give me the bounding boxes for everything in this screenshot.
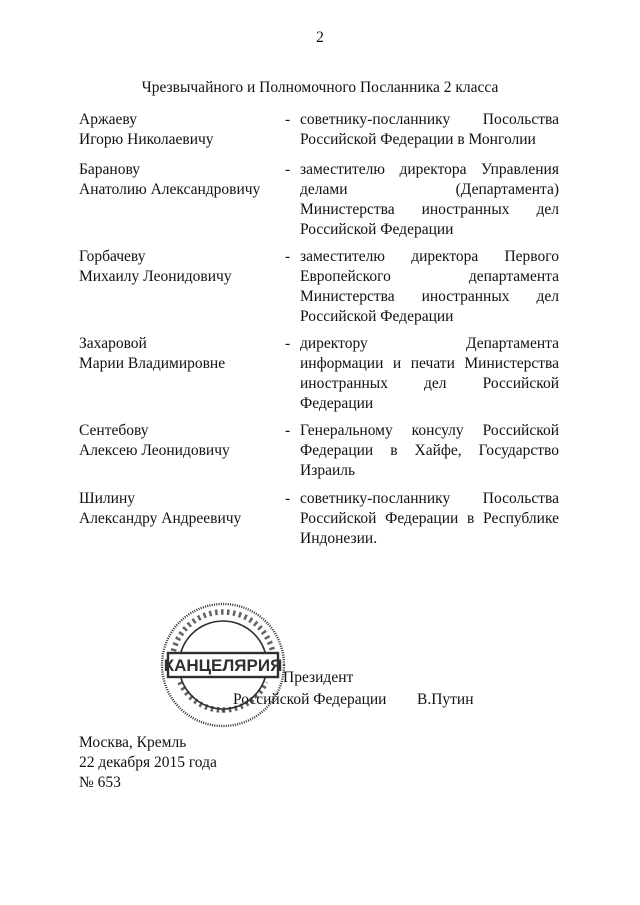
appointee-name	[79, 247, 232, 287]
position-line: советнику-посланнику Посольства	[300, 490, 559, 507]
position-line: Федерации в Хайфе, Государство	[300, 442, 559, 459]
dash: -	[285, 111, 291, 128]
position-line: директору Департамента	[300, 335, 559, 352]
position-text	[300, 160, 559, 240]
position-line: заместителю директора Первого	[300, 248, 559, 265]
surname: Захаровой	[79, 335, 147, 352]
dash: -	[285, 161, 291, 178]
position-text	[300, 489, 559, 549]
dash: -	[285, 335, 291, 352]
appointee-name	[79, 489, 241, 529]
given-names: Марии Владимировне	[79, 355, 226, 372]
rank-title: Чрезвычайного и Полномочного Посланника 2 класса	[141, 79, 499, 96]
position-line: Генеральному консулу Российской	[300, 422, 559, 439]
position-line: иностранных дел Российской	[300, 375, 559, 392]
appointee-name	[79, 160, 260, 200]
position-line: Российской Федерации в Республике	[300, 510, 559, 527]
appointee-name	[79, 421, 230, 461]
surname: Сентебову	[79, 422, 149, 439]
position-line: Российской Федерации в Монголии	[300, 131, 536, 148]
given-names: Алексею Леонидовичу	[79, 442, 230, 459]
position-line: Индонезии.	[300, 530, 378, 547]
document-number: № 653	[79, 774, 121, 791]
surname: Баранову	[79, 161, 140, 178]
signature-title: Президент	[283, 669, 354, 686]
surname: Шилину	[79, 490, 136, 507]
surname: Аржаеву	[79, 111, 137, 128]
dash: -	[285, 248, 291, 265]
page-number: 2	[316, 29, 324, 46]
position-text	[300, 421, 559, 481]
appointment-entry	[79, 489, 561, 569]
document-footer	[79, 733, 217, 793]
seal-center-text: КАНЦЕЛЯРИЯ	[163, 656, 283, 675]
given-names: Михаилу Леонидовичу	[79, 268, 232, 285]
appointment-entry	[79, 334, 561, 414]
signature-organization: Российской Федерации	[233, 691, 387, 708]
date: 22 декабря 2015 года	[79, 754, 217, 771]
position-line: Министерства иностранных дел	[300, 201, 559, 218]
position-line: Российской Федерации	[300, 221, 454, 238]
position-line: информации и печати Министерства	[300, 355, 559, 372]
position-line: Израиль	[300, 462, 356, 479]
position-line: заместителю директора Управления	[300, 161, 559, 178]
position-line: Министерства иностранных дел	[300, 288, 559, 305]
given-names: Анатолию Александровичу	[79, 181, 261, 198]
appointee-name	[79, 110, 214, 150]
dash: -	[285, 490, 291, 507]
position-line: Российской Федерации	[300, 308, 454, 325]
position-line: Федерации	[300, 395, 374, 412]
position-text	[300, 110, 559, 150]
seal-star-icon: *	[221, 708, 225, 719]
chancellery-seal	[158, 600, 288, 730]
appointee-name	[79, 334, 225, 374]
position-line: Европейского департамента	[300, 268, 559, 285]
position-text	[300, 334, 559, 414]
surname: Горбачеву	[79, 248, 146, 265]
given-names: Игорю Николаевичу	[79, 131, 214, 148]
given-names: Александру Андреевичу	[79, 510, 242, 527]
appointment-entry	[79, 247, 561, 327]
position-line: делами (Департамента)	[300, 181, 559, 198]
position-line: советнику-посланнику Посольства	[300, 111, 559, 128]
dash: -	[285, 422, 291, 439]
appointment-entry	[79, 160, 561, 240]
position-text	[300, 247, 559, 327]
place: Москва, Кремль	[79, 734, 187, 751]
signature-name: В.Путин	[417, 691, 474, 708]
